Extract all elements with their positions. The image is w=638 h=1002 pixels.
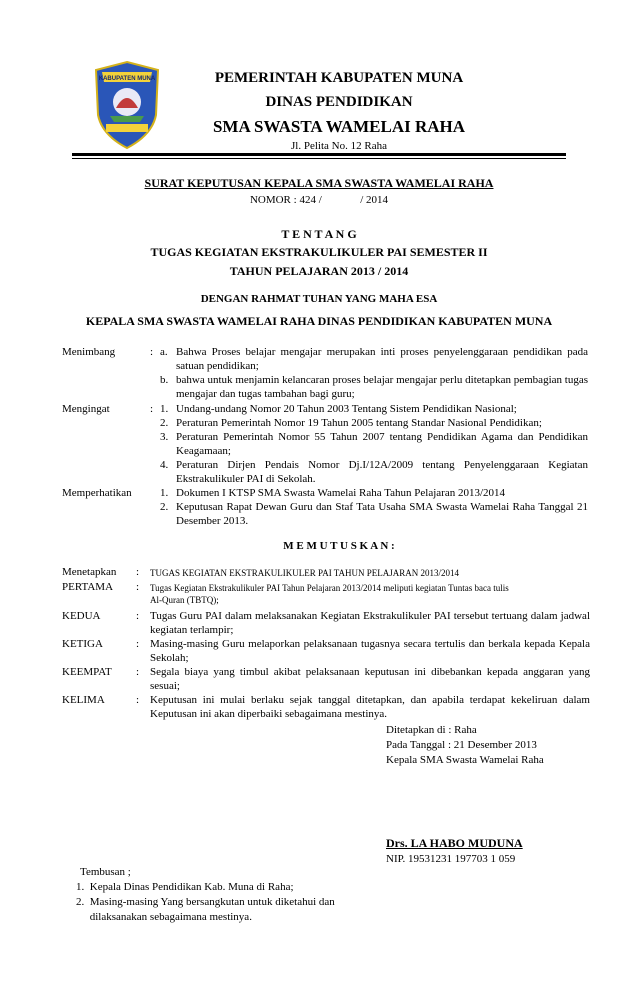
svg-text:KABUPATEN MUNA: KABUPATEN MUNA — [98, 76, 156, 82]
letterhead-address: Jl. Pelita No. 12 Raha — [291, 140, 387, 152]
mengingat-marker-1: 1. — [160, 403, 169, 415]
letterhead-rule-thick — [72, 153, 566, 156]
decision-colon: : — [136, 581, 140, 593]
memperhatikan-text-2: Keputusan Rapat Dewan Guru dan Staf Tata Usaha SMA Swasta Wamelai Raha Tanggal 21 Desember 2013. — [176, 501, 588, 527]
mengingat-marker-4: 4. — [160, 459, 169, 471]
decision-text-pertama: Tugas Kegiatan Ekstrakulikuler PAI Tahun Pelajaran 2013/2014 meliputi kegiatan Tuntas baca tulis Al-Quran (TBTQ); — [150, 583, 509, 605]
letterhead-line3: SMA SWASTA WAMELAI RAHA — [212, 117, 466, 136]
menimbang-colon: : — [150, 346, 154, 358]
memutuskan-heading: M E M U T U S K A N : — [283, 540, 395, 552]
decision-label-kelima: KELIMA — [62, 694, 105, 706]
decision-text-kedua: Tugas Guru PAI dalam melaksanakan Kegiatan Ekstrakulikuler PAI tersebut tertuang dalam jadwal kegiatan terlampir; — [150, 610, 590, 636]
decision-colon: : — [136, 694, 140, 706]
signature-date: Pada Tanggal : 21 Desember 2013 — [386, 739, 537, 751]
menimbang-text-a: Bahwa Proses belajar mengajar merupakan inti proses penyelenggaraan pendidikan pada satuan pendidikan; — [176, 346, 588, 372]
signatory-nip: NIP. 19531231 197703 1 059 — [386, 853, 516, 865]
decision-text-menetapkan: TUGAS KEGIATAN EKSTRAKULIKULER PAI TAHUN PELAJARAN 2013/2014 — [150, 568, 460, 578]
mengingat-text-1: Undang-undang Nomor 20 Tahun 2003 Tentang Sistem Pendidikan Nasional; — [176, 403, 517, 415]
decision-text-kelima: Keputusan ini mulai berlaku sejak tanggal ditetapkan, dan apabila terdapat kekeliruan dalam Keputusan ini akan diperbaiki sebagaimana mestinya. — [150, 694, 590, 720]
signatory-name: Drs. LA HABO MUDUNA — [386, 836, 523, 850]
tembusan-label: Tembusan ; — [80, 866, 131, 878]
tembusan-item-2-cont: dilaksanakan sebagaimana mestinya. — [76, 911, 252, 923]
menimbang-marker-b: b. — [160, 374, 169, 386]
decision-label-keempat: KEEMPAT — [62, 666, 112, 678]
subject-line1: TUGAS KEGIATAN EKSTRAKULIKULER PAI SEMESTER II — [150, 245, 488, 259]
decree-heading: SURAT KEPUTUSAN KEPALA SMA SWASTA WAMELAI RAHA — [144, 176, 494, 190]
subject-line2: TAHUN PELAJARAN 2013 / 2014 — [229, 264, 409, 278]
signature-position: Kepala SMA Swasta Wamelai Raha — [386, 754, 544, 766]
decree-number: NOMOR : 424 / / 2014 — [249, 194, 389, 206]
letterhead-line1: PEMERINTAH KABUPATEN MUNA — [214, 70, 464, 86]
letterhead-line2: DINAS PENDIDIKAN — [265, 94, 413, 110]
decision-label-kedua: KEDUA — [62, 610, 101, 622]
memperhatikan-marker-2: 2. — [160, 501, 169, 513]
decision-label-menetapkan: Menetapkan — [62, 566, 117, 578]
tembusan-item-2: 2. Masing-masing Yang bersangkutan untuk diketahui dan — [76, 896, 335, 908]
tembusan-item-1: 1. Kepala Dinas Pendidikan Kab. Muna di Raha; — [76, 881, 294, 893]
signature-place: Ditetapkan di : Raha — [386, 724, 477, 736]
memperhatikan-marker-1: 1. — [160, 487, 169, 499]
mengingat-text-2: Peraturan Pemerintah Nomor 19 Tahun 2005 tentang Standar Nasional Pendidikan; — [176, 417, 542, 429]
mengingat-colon: : — [150, 403, 154, 415]
letterhead-rule-thin — [72, 158, 566, 159]
menimbang-text-b: bahwa untuk menjamin kelancaran proses belajar mengajar perlu ditetapkan pembagian tugas mengajar dan tugas tambahan bagi guru; — [176, 374, 588, 400]
kepala-line: KEPALA SMA SWASTA WAMELAI RAHA DINAS PENDIDIKAN KABUPATEN MUNA — [85, 314, 553, 328]
decision-text-ketiga: Masing-masing Guru melaporkan pelaksanaan tugasnya secara tertulis dan berkala kepada Kepala Sekolah; — [150, 638, 590, 664]
menimbang-marker-a: a. — [160, 346, 168, 358]
decision-text-keempat: Segala biaya yang timbul akibat pelaksanaan keputusan ini dibebankan kepada anggaran yang sesuai; — [150, 666, 590, 692]
mengingat-text-3: Peraturan Pemerintah Nomor 55 Tahun 2007 tentang Pendidikan Agama dan Pendidikan Keagamaan; — [176, 431, 588, 457]
decision-colon: : — [136, 666, 140, 678]
decision-label-pertama: PERTAMA — [62, 581, 114, 593]
mengingat-text-4: Peraturan Dirjen Pendais Nomor Dj.I/12A/2009 tentang Penyelenggaraan Kegiatan Ekstrakulikuler PAI di Sekolah. — [176, 459, 588, 485]
menimbang-label: Menimbang — [62, 346, 116, 358]
decision-colon: : — [136, 610, 140, 622]
mengingat-marker-3: 3. — [160, 431, 169, 443]
tentang-heading: T E N T A N G — [281, 227, 357, 241]
decision-label-ketiga: KETIGA — [62, 638, 103, 650]
memperhatikan-text-1: Dokumen I KTSP SMA Swasta Wamelai Raha Tahun Pelajaran 2013/2014 — [176, 487, 506, 499]
decision-colon: : — [136, 566, 140, 578]
decision-colon: : — [136, 638, 140, 650]
memperhatikan-label: Memperhatikan — [62, 487, 132, 499]
rahmat-line: DENGAN RAHMAT TUHAN YANG MAHA ESA — [200, 293, 438, 305]
mengingat-marker-2: 2. — [160, 417, 169, 429]
mengingat-label: Mengingat — [62, 403, 110, 415]
